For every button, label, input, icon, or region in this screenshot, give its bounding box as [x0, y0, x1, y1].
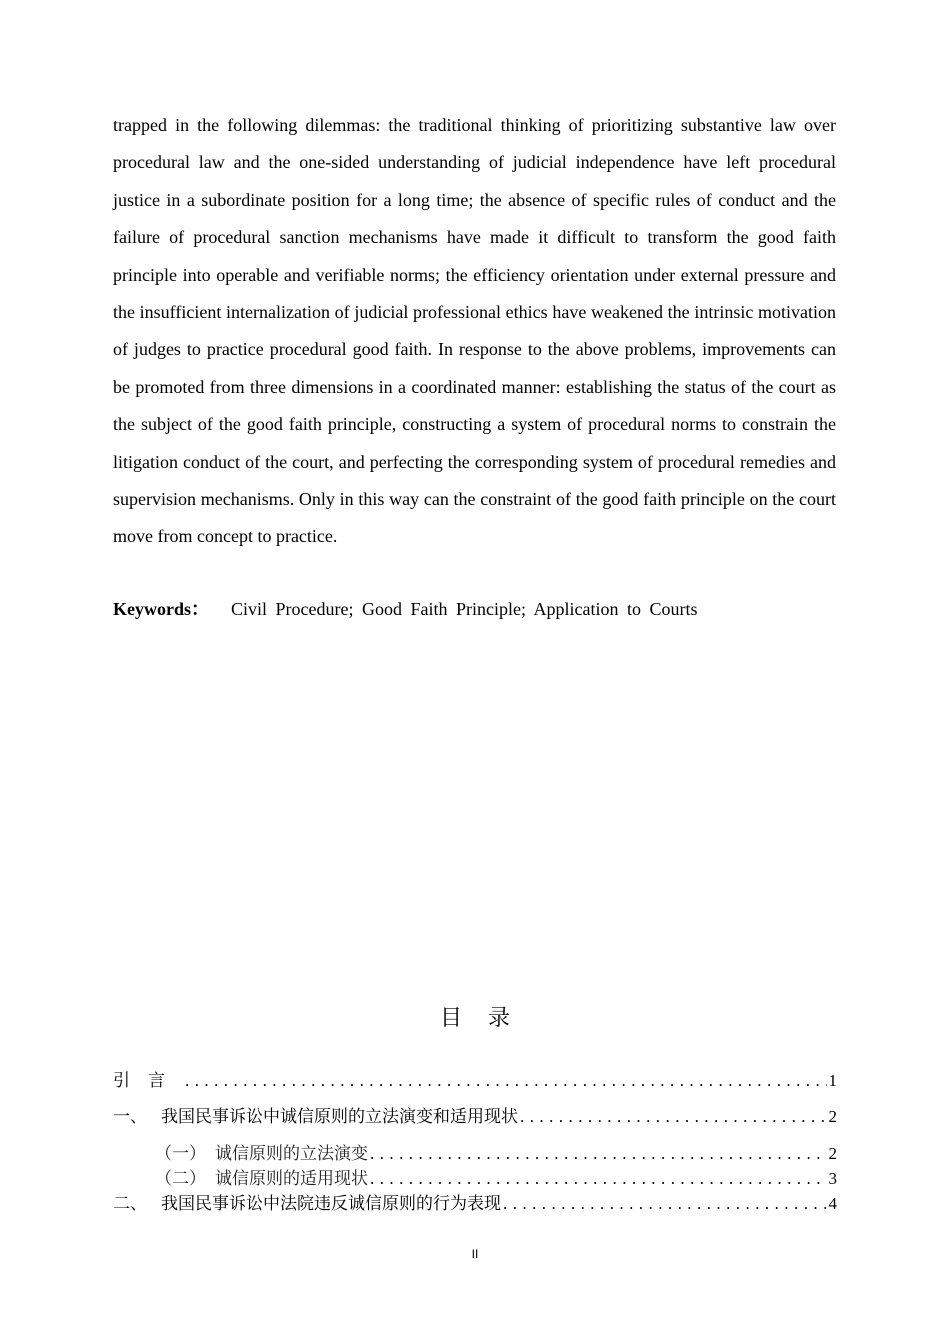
toc-entry-chapter-1[interactable] — [113, 1104, 837, 1130]
toc-entry-text: 我国民事诉讼中法院违反诚信原则的行为表现 — [161, 1194, 501, 1214]
keywords-items: Civil Procedure; Good Faith Principle; Application to Courts — [231, 599, 698, 619]
toc-entry-text: 诚信原则的立法演变 — [215, 1144, 368, 1164]
toc-entry-number: （二） — [155, 1169, 206, 1189]
toc-leader-dots — [370, 1166, 827, 1192]
toc-entry-page: 2 — [828, 1144, 837, 1163]
toc-entry-number: （一） — [155, 1144, 206, 1164]
toc-entry-page: 3 — [828, 1169, 837, 1188]
toc-leader-dots — [520, 1104, 827, 1130]
toc-entry-page: 1 — [828, 1071, 837, 1090]
toc-title: 目录 — [439, 1006, 536, 1031]
toc-entry-intro[interactable] — [113, 1068, 837, 1094]
toc-entry-section-1-1[interactable] — [113, 1141, 837, 1167]
toc-leader-dots — [370, 1141, 827, 1167]
toc-entry-text: 引言 — [113, 1071, 183, 1091]
toc-entry-chapter-2[interactable] — [113, 1191, 837, 1217]
toc-leader-dots — [185, 1068, 827, 1094]
toc-entry-page: 2 — [828, 1107, 837, 1126]
toc-entry-text: 我国民事诉讼中诚信原则的立法演变和适用现状 — [161, 1107, 518, 1127]
page-number: II — [471, 1247, 479, 1261]
keywords-label: Keywords： — [113, 599, 209, 619]
toc-entry-text: 诚信原则的适用现状 — [215, 1169, 368, 1189]
toc-leader-dots — [503, 1191, 827, 1217]
toc-entry-number: 一、 — [113, 1107, 147, 1127]
abstract-paragraph: trapped in the following dilemmas: the traditional thinking of prioritizing substantive law over procedural law and the one-sided understanding of judicial independence have left procedural justice in a subordinate position for a long time; the absence of specific rules of conduct and the failure of procedural sanction mechanisms have made it difficult to transform the good faith principle into operable and verifiable norms; the efficiency orientation under external pressure and the insufficient internalization of judicial professional ethics have weakened the intrinsic motivation of judges to practice procedural good faith. In response to the above problems, improvements can be promoted from three dimensions in a coordinated manner: establishing the status of the court as the subject of the good faith principle, constructing a system of procedural norms to constrain the litigation conduct of the court, and perfecting the corresponding system of procedural remedies and supervision mechanisms. Only in this way can the constraint of the good faith principle on the court move from concept to practice. — [113, 115, 836, 547]
toc-entry-section-1-2[interactable] — [113, 1166, 837, 1192]
toc-entry-page: 4 — [828, 1194, 837, 1213]
keywords-line — [113, 594, 836, 624]
toc-entry-number: 二、 — [113, 1194, 147, 1214]
